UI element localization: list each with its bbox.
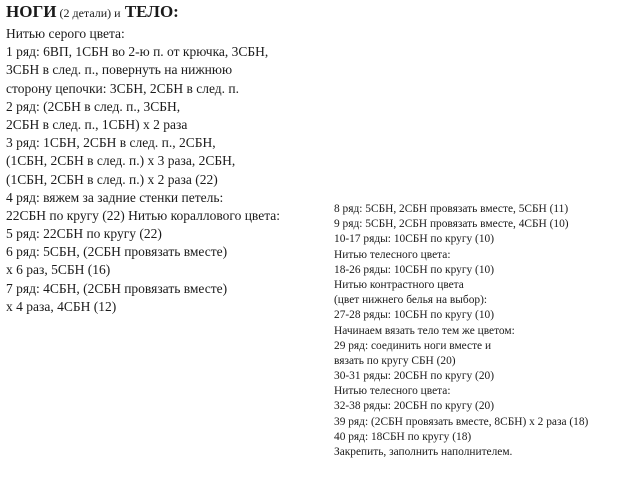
instruction-line: сторону цепочки: 3СБН, 2СБН в след. п.	[6, 80, 240, 96]
instruction-line: 2 ряд: (2СБН в след. п., 3СБН,	[6, 98, 181, 114]
instruction-line: 7 ряд: 4СБН, (2СБН провязать вместе)	[6, 280, 228, 296]
instruction-line: х 6 раз, 5СБН (16)	[6, 262, 111, 278]
title-legs: НОГИ	[6, 2, 57, 21]
instruction-line: 5 ряд: 22СБН по кругу (22)	[6, 226, 162, 242]
instruction-line: Нитью телесного цвета:	[334, 248, 451, 261]
instruction-line: 9 ряд: 5СБН, 2СБН провязать вместе, 4СБН (10)	[334, 218, 569, 231]
instruction-line: 40 ряд: 18СБН по кругу (18)	[334, 430, 472, 443]
instruction-line: х 4 раза, 4СБН (12)	[6, 298, 117, 314]
instruction-line: 39 ряд: (2СБН провязать вместе, 8СБН) х 2 раза (18)	[334, 415, 589, 428]
document-title	[6, 2, 179, 23]
instruction-line: 18-26 ряды: 10СБН по кругу (10)	[334, 263, 495, 276]
instruction-line: 22СБН по кругу (22) Нитью кораллового цвета:	[6, 207, 281, 223]
instruction-line: 4 ряд: вяжем за задние стенки петель:	[6, 189, 224, 205]
right-column	[334, 202, 588, 460]
instruction-line: 6 ряд: 5СБН, (2СБН провязать вместе)	[6, 244, 228, 260]
instruction-line: Нитью телесного цвета:	[334, 385, 451, 398]
title-note: (2 детали)	[56, 6, 115, 20]
instruction-line: 10-17 ряды: 10СБН по кругу (10)	[334, 233, 495, 246]
instruction-line: 3СБН в след. п., повернуть на нижнюю	[6, 62, 233, 78]
instruction-line: 30-31 ряды: 20СБН по кругу (20)	[334, 370, 495, 383]
instruction-line: 2СБН в след. п., 1СБН) х 2 раза	[6, 116, 188, 132]
title-body: ТЕЛО:	[120, 2, 179, 21]
instruction-line: вязать по кругу СБН (20)	[334, 354, 456, 367]
instruction-line: Начинаем вязать тело тем же цветом:	[334, 324, 515, 337]
instruction-line: 29 ряд: соединить ноги вместе и	[334, 339, 492, 352]
instruction-line: (1СБН, 2СБН в след. п.) х 3 раза, 2СБН,	[6, 153, 236, 169]
instruction-line: 8 ряд: 5СБН, 2СБН провязать вместе, 5СБН (11)	[334, 203, 569, 215]
instruction-line: Нитью контрастного цвета	[334, 278, 464, 291]
instruction-line: (цвет нижнего белья на выбор):	[334, 294, 488, 307]
instruction-line: 32-38 ряды: 20СБН по кругу (20)	[334, 400, 495, 413]
instruction-line: 1 ряд: 6ВП, 1СБН во 2-ю п. от крючка, 3СБН,	[6, 44, 269, 60]
instruction-line: Закрепить, заполнить наполнителем.	[334, 446, 513, 458]
instruction-line: Нитью серого цвета:	[6, 26, 125, 41]
instruction-line: (1СБН, 2СБН в след. п.) х 2 раза (22)	[6, 171, 218, 187]
title-conjunction: и	[114, 6, 121, 20]
left-column	[6, 25, 280, 316]
instruction-line: 3 ряд: 1СБН, 2СБН в след. п., 2СБН,	[6, 135, 216, 151]
instruction-line: 27-28 ряды: 10СБН по кругу (10)	[334, 309, 495, 322]
